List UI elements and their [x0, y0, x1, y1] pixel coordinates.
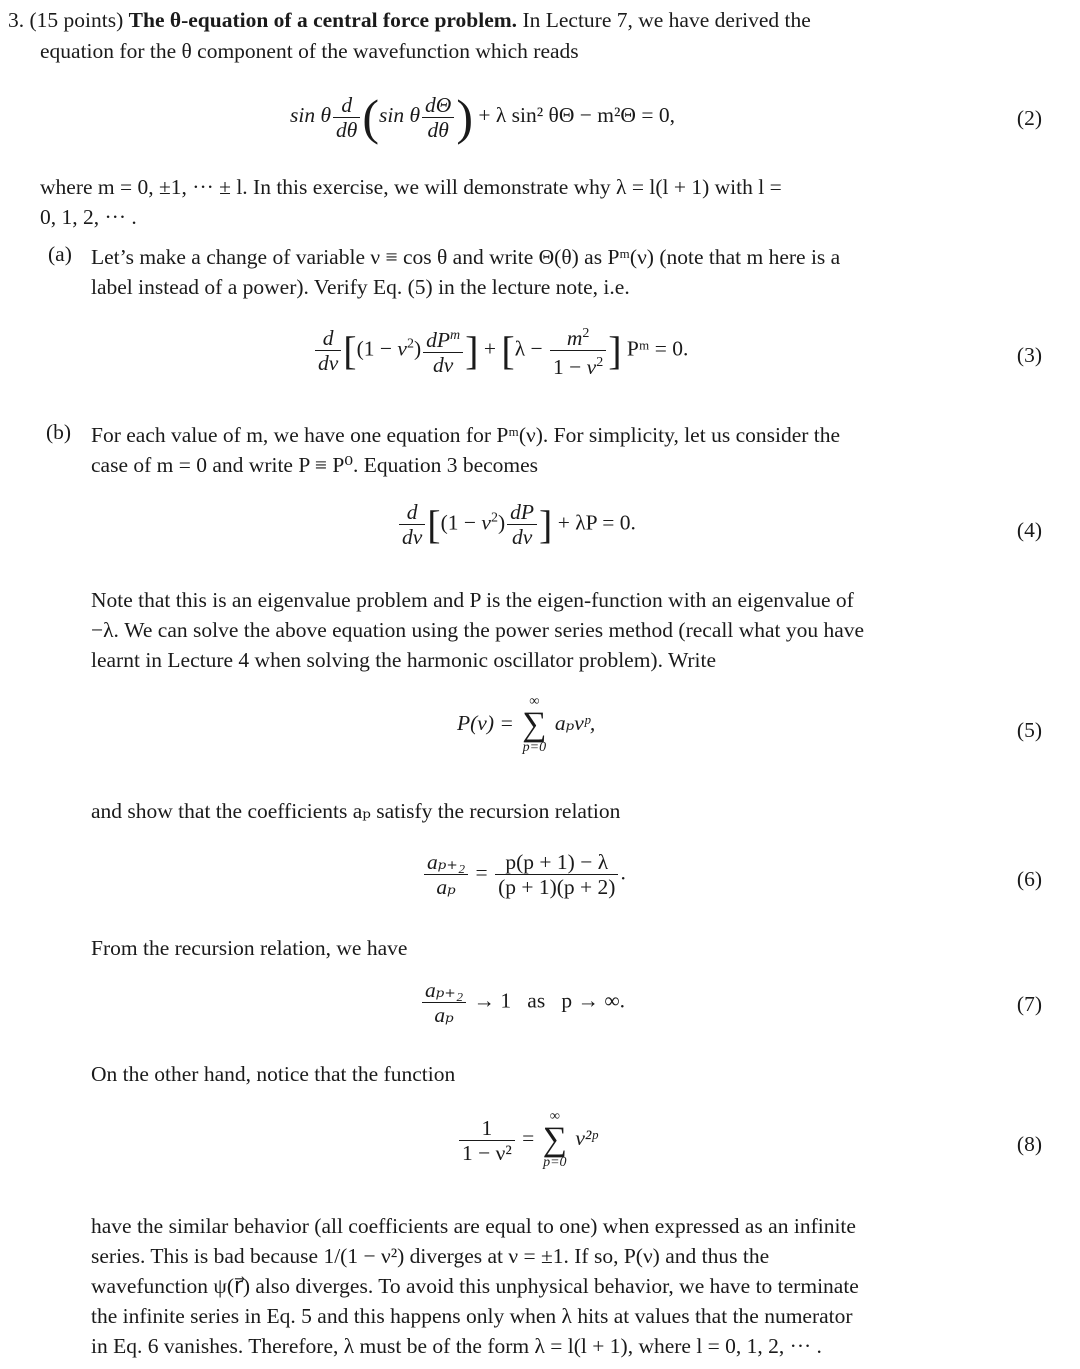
equation-3-tail: Pᵐ = 0. — [626, 336, 689, 361]
part-a-text-2: label instead of a power). Verify Eq. (5) in the lecture note, i.e. — [91, 275, 630, 299]
part-b-other-line — [91, 1059, 1043, 1090]
part-b-final-line-1 — [91, 1211, 1043, 1242]
problem-after-eq2-1: where m = 0, ±1, ··· ± l. In this exercise, we will demonstrate why λ = l(l + 1) with l = — [40, 175, 782, 199]
part-b-final-4: the infinite series in Eq. 5 and this happens only when λ hits at values that the numerator — [91, 1304, 853, 1328]
problem-intro-1: In Lecture 7, we have derived the — [522, 8, 811, 32]
equation-4-number: (4) — [1016, 518, 1042, 542]
equation-8: $\frac{1}{\text{1 − ν²}}$ = ∞ ∑ p=0 ν²ᵖ — [457, 1110, 597, 1170]
part-b-from-text: From the recursion relation, we have — [91, 936, 408, 960]
equation-6-number: (6) — [1016, 867, 1042, 891]
equation-5-term: aₚνᵖ, — [554, 710, 596, 735]
equation-6-num-left: aₚ₊₂ — [424, 850, 468, 875]
part-b-final-line-3 — [91, 1271, 1043, 1302]
part-b-note-3: learnt in Lecture 4 when solving the harmonic oscillator problem). Write — [91, 648, 717, 672]
part-b-final-3: wavefunction ψ(r⃗) also diverges. To avoid this unphysical behavior, we have to terminate — [91, 1274, 859, 1298]
equation-2: sin θ $\frac{d}{d\theta}$ (sin θ $\frac{d\Theta}{d\theta}$ ) + λ sin² θΘ − m²Θ = 0, — [290, 89, 675, 145]
equation-8-sum: ∞ ∑ p=0 — [542, 1109, 567, 1170]
part-b-note-1: Note that this is an eigenvalue problem and P is the eigen-function with an eigenvalue of — [91, 588, 854, 612]
equation-7-num: aₚ₊₂ — [422, 978, 466, 1003]
equation-5-lhs: P(ν) = — [457, 710, 514, 735]
part-b-line-1 — [91, 420, 1043, 451]
part-b-line-2 — [91, 450, 1043, 481]
part-a-line-2 — [91, 272, 1043, 303]
problem-points: (15 points) — [29, 8, 124, 32]
equation-7-den: aₚ — [434, 1003, 454, 1027]
part-b-note-line-3 — [91, 645, 1043, 676]
equation-7 — [420, 978, 625, 1027]
equation-4: $\frac{d}{dv}$ [$(1 - v^2)$ $\frac{dP}{dv}$ ] + λP = 0. — [397, 500, 636, 549]
equation-8-lower: p=0 — [543, 1155, 567, 1170]
problem-intro-line-2 — [40, 36, 1040, 67]
part-a-text-1: Let’s make a change of variable ν ≡ cos θ and write Θ(θ) as Pᵐ(ν) (note that m here is a — [91, 245, 841, 269]
problem-after-eq2-2: 0, 1, 2, ··· . — [40, 205, 137, 229]
problem-header-line — [8, 5, 1048, 36]
equation-5-lower: p=0 — [522, 740, 547, 755]
part-b-text-2: case of m = 0 and write P ≡ P⁰. Equation 3 becomes — [91, 453, 539, 477]
equation-8-upper: ∞ — [549, 1109, 560, 1124]
part-b-final-line-2 — [91, 1241, 1043, 1272]
equation-5-upper: ∞ — [529, 694, 540, 709]
part-b-final-1: have the similar behavior (all coefficients are equal to one) when expressed as an infinite — [91, 1214, 856, 1238]
part-b-note-2: −λ. We can solve the above equation using the power series method (recall what you have — [91, 618, 865, 642]
equation-6-den-left: aₚ — [436, 875, 456, 899]
part-b-show-line — [91, 796, 1043, 827]
equation-8-num: 1 — [459, 1116, 515, 1141]
part-b-text-1: For each value of m, we have one equation for Pᵐ(ν). For simplicity, let us consider the — [91, 423, 841, 447]
part-b-note-line-1 — [91, 585, 1043, 616]
equation-7-tail: → 1 as p → ∞. — [473, 988, 626, 1013]
part-b-other-text: On the other hand, notice that the function — [91, 1062, 456, 1086]
part-b-final-line-5 — [91, 1331, 1043, 1362]
equation-8-number: (8) — [1016, 1132, 1042, 1156]
equation-3-number: (3) — [1016, 343, 1042, 367]
equation-6: $\frac{\text{aₚ₊₂}}{\text{aₚ}}$ = $\frac{p(p + 1) - \lambda}{(p + 1)(p + 2)}$ . — [422, 850, 626, 899]
equation-5-number: (5) — [1016, 718, 1042, 742]
equation-3: $\frac{d}{dv}$ [$(1 - v^2)$ $\frac{dP^m}{dv}$ ] + [λ − $\frac{m^2}{1 - v^2}$ ] Pᵐ = 0. — [313, 322, 688, 379]
part-a-line-1 — [91, 242, 1043, 273]
problem-after-eq2-line-2 — [40, 202, 1040, 233]
equation-2-tail: + λ sin² θΘ − m²Θ = 0, — [478, 102, 675, 127]
equation-4-tail: + λP = 0. — [557, 510, 636, 535]
problem-title: The θ-equation of a central force problem. — [128, 8, 518, 32]
equation-5-sum: ∞ ∑ p=0 — [522, 694, 547, 755]
equation-7-number: (7) — [1016, 992, 1042, 1016]
equation-6-den-right: (p + 1)(p + 2) — [498, 875, 616, 899]
problem-intro-2: equation for the θ component of the wavefunction which reads — [40, 39, 579, 63]
equation-8-term: ν²ᵖ — [575, 1125, 598, 1150]
part-b-final-5: in Eq. 6 vanishes. Therefore, λ must be of the form λ = l(l + 1), where l = 0, 1, 2, ··· . — [91, 1334, 822, 1358]
problem-after-eq2-line-1 — [40, 172, 1042, 203]
part-b-final-line-4 — [91, 1301, 1043, 1332]
part-b-note-line-2 — [91, 615, 1043, 646]
part-b-label: (b) — [46, 420, 72, 444]
part-b-from-line — [91, 933, 1043, 964]
part-a-label: (a) — [48, 242, 72, 266]
equation-6-num-right: p(p + 1) − λ — [495, 850, 618, 875]
part-b-final-2: series. This is bad because 1/(1 − ν²) diverges at ν = ±1. If so, P(ν) and thus the — [91, 1244, 770, 1268]
equation-8-den: 1 − ν² — [462, 1140, 512, 1165]
part-b-show-text: and show that the coefficients aₚ satisfy the recursion relation — [91, 799, 621, 823]
problem-number: 3. — [8, 8, 25, 32]
equation-5 — [457, 695, 595, 755]
equation-2-number: (2) — [1016, 106, 1042, 130]
